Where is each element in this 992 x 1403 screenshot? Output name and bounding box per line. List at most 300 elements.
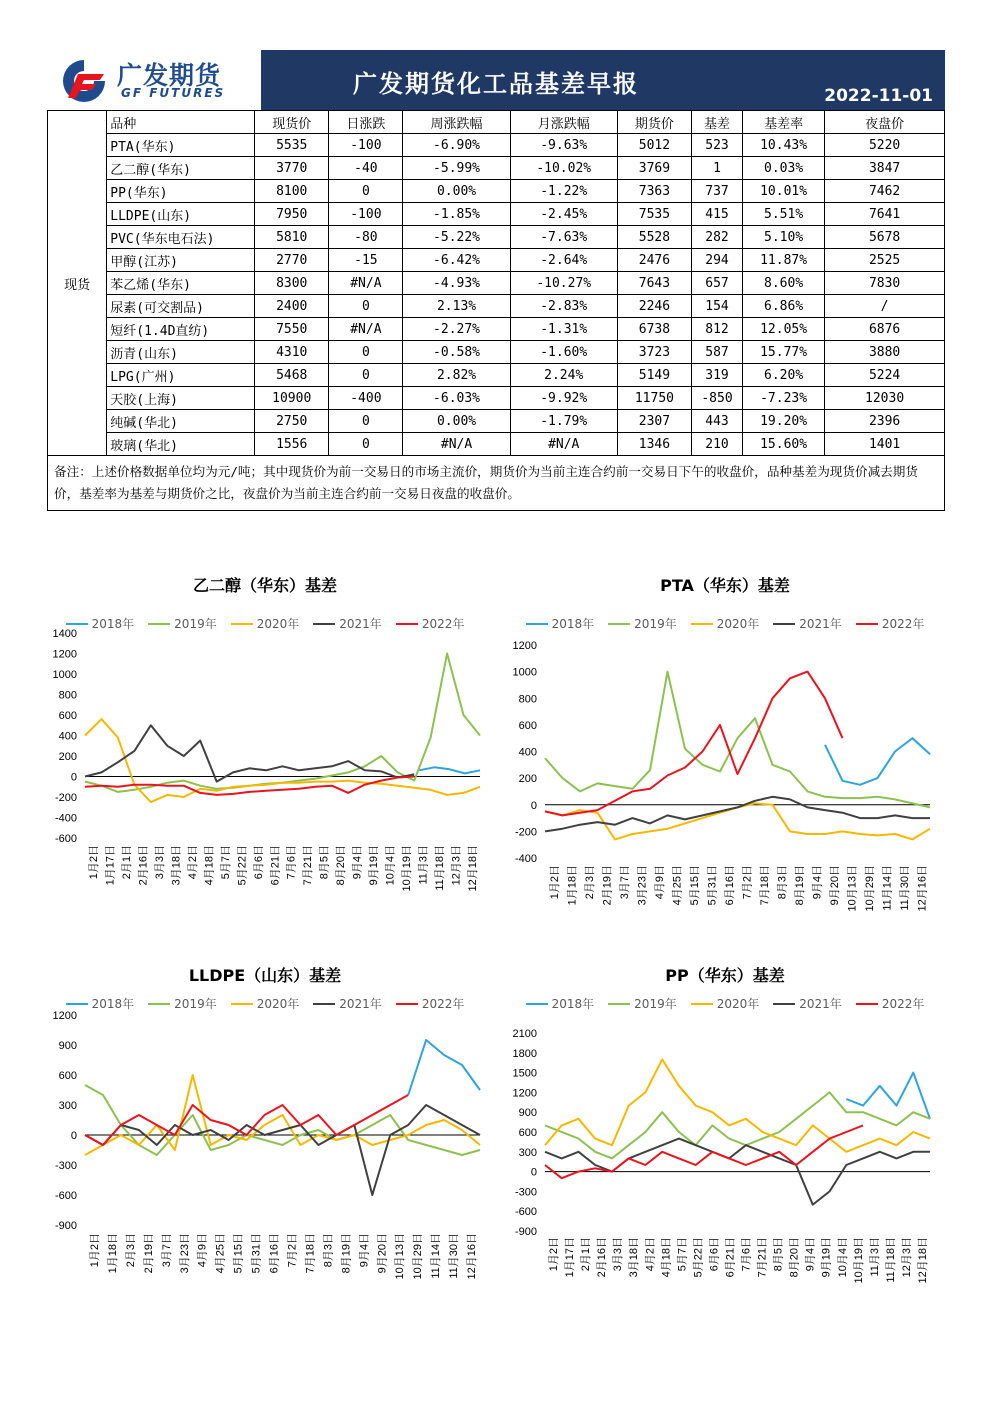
x-tick-label: 8月3日 bbox=[322, 1233, 335, 1268]
legend-label: 2021年 bbox=[339, 997, 382, 1011]
x-tick-label: 10月29日 bbox=[863, 865, 876, 912]
y-tick-label: 600 bbox=[518, 719, 537, 732]
table-cell: 1 bbox=[692, 157, 743, 180]
x-tick-label: 5月22日 bbox=[236, 845, 249, 886]
table-row bbox=[48, 364, 945, 387]
table-cell: 0.00% bbox=[403, 410, 510, 433]
x-tick-label: 2月19日 bbox=[601, 865, 614, 906]
x-tick-label: 8月5日 bbox=[772, 1237, 785, 1272]
table-cell: -1.31% bbox=[510, 318, 617, 341]
x-tick-label: 12月18日 bbox=[466, 845, 479, 892]
table-cell: 210 bbox=[692, 433, 743, 456]
column-header: 期货价 bbox=[617, 111, 691, 134]
y-tick-label: 300 bbox=[518, 1146, 537, 1159]
x-tick-label: 11月14日 bbox=[430, 1233, 443, 1279]
legend-label: 2021年 bbox=[339, 617, 382, 631]
table-cell: 1556 bbox=[255, 433, 329, 456]
table-cell: 5678 bbox=[825, 226, 945, 249]
chart-plot bbox=[500, 565, 950, 955]
table-cell: -1.79% bbox=[510, 410, 617, 433]
legend-label: 2022年 bbox=[421, 617, 465, 631]
x-tick-label: 10月4日 bbox=[384, 845, 397, 886]
x-tick-label: 6月16日 bbox=[268, 1233, 281, 1274]
x-tick-label: 4月9日 bbox=[653, 865, 666, 900]
chart-title: PTA（华东）基差 bbox=[660, 576, 790, 595]
table-cell: 7550 bbox=[255, 318, 329, 341]
y-tick-label: 900 bbox=[518, 1107, 537, 1120]
table-cell: 5810 bbox=[255, 226, 329, 249]
table-cell: 10.01% bbox=[743, 180, 825, 203]
table-cell: 12030 bbox=[825, 387, 945, 410]
table-row bbox=[48, 341, 945, 364]
x-tick-label: 6月21日 bbox=[269, 845, 282, 886]
gf-logo-icon bbox=[60, 58, 108, 102]
chart-title: 乙二醇（华东）基差 bbox=[192, 576, 337, 595]
table-cell: #N/A bbox=[510, 433, 617, 456]
y-tick-label: 1400 bbox=[52, 628, 77, 640]
x-tick-label: 3月7日 bbox=[618, 865, 631, 900]
column-header: 夜盘价 bbox=[825, 111, 945, 134]
x-tick-label: 1月18日 bbox=[566, 865, 579, 906]
logo-chinese-name: 广发期货 bbox=[117, 61, 222, 90]
table-cell: -100 bbox=[329, 203, 403, 226]
table-cell: -7.63% bbox=[510, 226, 617, 249]
table-cell: 1401 bbox=[825, 433, 945, 456]
y-tick-label: 2100 bbox=[512, 1028, 537, 1040]
x-tick-label: 2月1日 bbox=[580, 1237, 593, 1272]
x-tick-label: 11月18日 bbox=[884, 1237, 897, 1283]
x-tick-label: 6月6日 bbox=[708, 1237, 721, 1272]
x-tick-label: 9月4日 bbox=[804, 1237, 817, 1272]
table-cell: 2750 bbox=[255, 410, 329, 433]
table-cell: 12.05% bbox=[743, 318, 825, 341]
table-cell: -15 bbox=[329, 249, 403, 272]
table-cell: 5012 bbox=[617, 134, 691, 157]
x-tick-label: 5月22日 bbox=[692, 1237, 705, 1278]
table-cell: 2476 bbox=[617, 249, 691, 272]
y-tick-label: 0 bbox=[70, 1130, 77, 1142]
x-tick-label: 4月2日 bbox=[186, 845, 199, 880]
table-cell: -850 bbox=[692, 387, 743, 410]
table-cell: 短纤(1.4D直纺) bbox=[107, 318, 255, 341]
table-cell: 11750 bbox=[617, 387, 691, 410]
table-cell: -4.93% bbox=[403, 272, 510, 295]
legend-label: 2020年 bbox=[256, 997, 300, 1011]
x-tick-label: 4月9日 bbox=[196, 1233, 209, 1268]
table-cell: 0 bbox=[329, 341, 403, 364]
series-line bbox=[545, 803, 930, 839]
chart-title: LLDPE（山东）基差 bbox=[188, 966, 342, 985]
chart-lldpe bbox=[40, 955, 490, 1345]
legend-label: 2020年 bbox=[716, 617, 760, 631]
x-tick-label: 9月19日 bbox=[368, 845, 381, 886]
x-tick-label: 7月2日 bbox=[741, 865, 754, 900]
table-cell: 2396 bbox=[825, 410, 945, 433]
table-cell: 587 bbox=[692, 341, 743, 364]
table-cell: 657 bbox=[692, 272, 743, 295]
column-header: 日涨跌 bbox=[329, 111, 403, 134]
column-header: 现货价 bbox=[255, 111, 329, 134]
table-cell: -1.22% bbox=[510, 180, 617, 203]
x-tick-label: 2月19日 bbox=[142, 1233, 155, 1274]
x-tick-label: 9月20日 bbox=[828, 865, 841, 906]
x-tick-label: 9月4日 bbox=[811, 865, 824, 900]
y-tick-label: 600 bbox=[58, 1070, 77, 1082]
x-tick-label: 5月7日 bbox=[676, 1237, 689, 1272]
table-cell: 6876 bbox=[825, 318, 945, 341]
x-tick-label: 9月4日 bbox=[351, 845, 364, 880]
table-cell: 尿素(可交割品) bbox=[107, 295, 255, 318]
table-cell: -100 bbox=[329, 134, 403, 157]
y-tick-label: 900 bbox=[58, 1040, 77, 1052]
x-tick-label: 1月2日 bbox=[88, 845, 101, 880]
table-cell: #N/A bbox=[329, 318, 403, 341]
table-cell: 19.20% bbox=[743, 410, 825, 433]
table-cell: 7535 bbox=[617, 203, 691, 226]
table-cell: 2.13% bbox=[403, 295, 510, 318]
table-row bbox=[48, 295, 945, 318]
x-tick-label: 2月3日 bbox=[583, 865, 596, 900]
x-tick-label: 5月31日 bbox=[250, 1233, 263, 1274]
legend-label: 2018年 bbox=[551, 617, 595, 631]
report-date: 2022-11-01 bbox=[824, 86, 933, 106]
table-cell: 8300 bbox=[255, 272, 329, 295]
table-cell: 沥青(山东) bbox=[107, 341, 255, 364]
x-tick-label: 3月18日 bbox=[628, 1237, 641, 1278]
table-cell: 1346 bbox=[617, 433, 691, 456]
table-cell: 4310 bbox=[255, 341, 329, 364]
y-tick-label: -600 bbox=[514, 1206, 537, 1219]
table-cell: 7462 bbox=[825, 180, 945, 203]
x-tick-label: 7月21日 bbox=[302, 845, 315, 886]
table-cell: 0.00% bbox=[403, 180, 510, 203]
y-tick-label: 1200 bbox=[512, 1087, 537, 1100]
y-tick-label: 600 bbox=[518, 1127, 537, 1139]
legend-label: 2018年 bbox=[91, 997, 135, 1011]
legend-label: 2018年 bbox=[91, 617, 135, 631]
table-cell: 10900 bbox=[255, 387, 329, 410]
x-tick-label: 10月4日 bbox=[836, 1237, 849, 1278]
y-tick-label: 400 bbox=[58, 730, 77, 743]
y-tick-label: 800 bbox=[518, 693, 537, 706]
x-tick-label: 11月3日 bbox=[417, 845, 430, 885]
title-banner bbox=[261, 50, 945, 110]
series-line bbox=[545, 672, 843, 816]
table-cell: 319 bbox=[692, 364, 743, 387]
table-cell: 5468 bbox=[255, 364, 329, 387]
x-tick-label: 1月17日 bbox=[564, 1237, 577, 1278]
table-cell: 0 bbox=[329, 364, 403, 387]
section-label: 现货 bbox=[48, 111, 107, 456]
x-tick-label: 11月3日 bbox=[868, 1237, 881, 1277]
table-cell: 7643 bbox=[617, 272, 691, 295]
x-tick-label: 8月19日 bbox=[793, 865, 806, 906]
y-tick-label: -300 bbox=[514, 1186, 537, 1199]
table-cell: 2.82% bbox=[403, 364, 510, 387]
x-tick-label: 2月16日 bbox=[137, 845, 150, 886]
x-tick-label: 5月15日 bbox=[688, 865, 701, 906]
table-cell: 0 bbox=[329, 295, 403, 318]
chart-plot bbox=[40, 955, 490, 1345]
x-tick-label: 8月20日 bbox=[788, 1237, 801, 1278]
series-line bbox=[85, 725, 414, 781]
x-tick-label: 10月29日 bbox=[412, 1233, 425, 1280]
table-cell: 282 bbox=[692, 226, 743, 249]
series-line bbox=[85, 654, 480, 792]
table-row bbox=[48, 387, 945, 410]
x-tick-label: 2月1日 bbox=[121, 845, 134, 880]
table-cell: PVC(华东电石法) bbox=[107, 226, 255, 249]
x-tick-label: 7月18日 bbox=[758, 865, 771, 906]
table-cell: 甲醇(江苏) bbox=[107, 249, 255, 272]
table-row bbox=[48, 272, 945, 295]
series-line bbox=[545, 1092, 930, 1158]
table-cell: PP(华东) bbox=[107, 180, 255, 203]
x-tick-label: 2月16日 bbox=[596, 1237, 609, 1278]
legend-label: 2019年 bbox=[634, 997, 677, 1011]
x-tick-label: 3月18日 bbox=[170, 845, 183, 886]
x-tick-label: 10月19日 bbox=[400, 845, 413, 892]
table-cell: 11.87% bbox=[743, 249, 825, 272]
x-tick-label: 5月31日 bbox=[706, 865, 719, 906]
table-cell: 2525 bbox=[825, 249, 945, 272]
table-cell: -7.23% bbox=[743, 387, 825, 410]
column-header: 月涨跌幅 bbox=[510, 111, 617, 134]
x-tick-label: 4月2日 bbox=[644, 1237, 657, 1272]
x-tick-label: 12月16日 bbox=[916, 865, 929, 912]
y-tick-label: -400 bbox=[514, 853, 537, 865]
table-cell: LPG(广州) bbox=[107, 364, 255, 387]
table-cell: -5.99% bbox=[403, 157, 510, 180]
x-tick-label: 1月2日 bbox=[88, 1233, 101, 1268]
table-cell: 2246 bbox=[617, 295, 691, 318]
report-header bbox=[47, 50, 945, 110]
table-cell: 0 bbox=[329, 180, 403, 203]
x-tick-label: 6月21日 bbox=[724, 1237, 737, 1278]
table-cell: -0.58% bbox=[403, 341, 510, 364]
x-tick-label: 9月4日 bbox=[358, 1233, 371, 1268]
table-cell: 2400 bbox=[255, 295, 329, 318]
y-tick-label: 200 bbox=[518, 773, 537, 786]
table-cell: 154 bbox=[692, 295, 743, 318]
table-cell: 6.20% bbox=[743, 364, 825, 387]
table-cell: 3847 bbox=[825, 157, 945, 180]
y-tick-label: 1800 bbox=[512, 1047, 537, 1060]
x-tick-label: 4月18日 bbox=[203, 845, 216, 886]
table-cell: -80 bbox=[329, 226, 403, 249]
table-cell: -10.02% bbox=[510, 157, 617, 180]
x-tick-label: 11月30日 bbox=[898, 865, 911, 911]
x-tick-label: 3月3日 bbox=[154, 845, 167, 880]
y-tick-label: 1000 bbox=[52, 669, 77, 681]
chart-ethylene-glycol bbox=[40, 565, 490, 955]
x-tick-label: 10月19日 bbox=[852, 1237, 865, 1284]
table-cell: 294 bbox=[692, 249, 743, 272]
table-row bbox=[48, 318, 945, 341]
y-tick-label: 0 bbox=[530, 799, 537, 812]
table-row bbox=[48, 203, 945, 226]
y-tick-label: -300 bbox=[54, 1160, 77, 1172]
table-cell: 乙二醇(华东) bbox=[107, 157, 255, 180]
table-cell: 523 bbox=[692, 134, 743, 157]
chart-pp bbox=[500, 955, 950, 1345]
y-tick-label: 1500 bbox=[512, 1067, 537, 1080]
x-tick-label: 6月6日 bbox=[252, 845, 265, 880]
x-tick-label: 8月20日 bbox=[335, 845, 348, 886]
table-cell: -1.85% bbox=[403, 203, 510, 226]
table-cell: LLDPE(山东) bbox=[107, 203, 255, 226]
x-tick-label: 8月5日 bbox=[318, 845, 331, 880]
table-row bbox=[48, 433, 945, 456]
table-cell: -400 bbox=[329, 387, 403, 410]
legend-label: 2018年 bbox=[551, 997, 595, 1011]
x-tick-label: 4月25日 bbox=[214, 1233, 227, 1274]
table-cell: -2.64% bbox=[510, 249, 617, 272]
table-cell: 3723 bbox=[617, 341, 691, 364]
chart-plot bbox=[500, 955, 950, 1345]
x-tick-label: 9月19日 bbox=[820, 1237, 833, 1278]
table-cell: 7641 bbox=[825, 203, 945, 226]
x-tick-label: 1月2日 bbox=[548, 1237, 561, 1272]
y-tick-label: -900 bbox=[54, 1220, 77, 1232]
table-cell: 443 bbox=[692, 410, 743, 433]
x-tick-label: 10月13日 bbox=[846, 865, 859, 912]
table-cell: 15.77% bbox=[743, 341, 825, 364]
y-tick-label: -200 bbox=[54, 792, 77, 804]
table-cell: 812 bbox=[692, 318, 743, 341]
table-cell: -6.90% bbox=[403, 134, 510, 157]
table-cell: 10.43% bbox=[743, 134, 825, 157]
column-header: 基差 bbox=[692, 111, 743, 134]
x-tick-label: 5月15日 bbox=[232, 1233, 245, 1274]
column-header: 基差率 bbox=[743, 111, 825, 134]
x-tick-label: 1月17日 bbox=[104, 845, 117, 886]
table-cell: -10.27% bbox=[510, 272, 617, 295]
y-tick-label: 600 bbox=[58, 710, 77, 722]
y-tick-label: 200 bbox=[58, 751, 77, 763]
y-tick-label: 1000 bbox=[512, 666, 537, 679]
table-cell: 0 bbox=[329, 410, 403, 433]
table-cell: 玻璃(华北) bbox=[107, 433, 255, 456]
table-cell: #N/A bbox=[329, 272, 403, 295]
table-cell: -40 bbox=[329, 157, 403, 180]
table-header-row bbox=[48, 111, 945, 134]
table-cell: #N/A bbox=[403, 433, 510, 456]
table-cell: 415 bbox=[692, 203, 743, 226]
x-tick-label: 7月2日 bbox=[286, 1233, 299, 1268]
x-tick-label: 4月25日 bbox=[671, 865, 684, 906]
y-tick-label: 1200 bbox=[52, 648, 77, 661]
table-cell: 3770 bbox=[255, 157, 329, 180]
x-tick-label: 5月7日 bbox=[219, 845, 232, 880]
y-tick-label: 400 bbox=[518, 746, 537, 759]
table-cell: -9.92% bbox=[510, 387, 617, 410]
table-cell: 5.10% bbox=[743, 226, 825, 249]
table-note: 备注：上述价格数据单位均为元/吨；其中现货价为前一交易日的市场主流价，期货价为当前主连合约前一交易日下午的收盘价，品种基差为现货价减去期货价，基差率为基差与期货价之比，夜盘价为当前主连合约前一交易日夜盘的收盘价。 bbox=[48, 456, 945, 511]
chart-plot bbox=[40, 565, 490, 955]
series-line bbox=[545, 672, 930, 808]
x-tick-label: 7月6日 bbox=[740, 1237, 753, 1272]
legend-label: 2021年 bbox=[799, 997, 842, 1011]
y-tick-label: -200 bbox=[514, 826, 537, 839]
x-tick-label: 8月19日 bbox=[340, 1233, 353, 1274]
series-line bbox=[545, 1059, 930, 1151]
table-cell: 纯碱(华北) bbox=[107, 410, 255, 433]
legend-label: 2020年 bbox=[716, 997, 760, 1011]
table-cell: 0 bbox=[329, 433, 403, 456]
table-cell: -6.42% bbox=[403, 249, 510, 272]
x-tick-label: 11月18日 bbox=[433, 845, 446, 891]
x-tick-label: 12月16日 bbox=[466, 1233, 479, 1280]
table-cell: / bbox=[825, 295, 945, 318]
x-tick-label: 7月6日 bbox=[285, 845, 298, 880]
note-row bbox=[48, 456, 945, 511]
legend-label: 2022年 bbox=[881, 617, 925, 631]
series-line bbox=[408, 1040, 480, 1095]
x-tick-label: 1月2日 bbox=[548, 865, 561, 900]
table-cell: 7830 bbox=[825, 272, 945, 295]
company-logo bbox=[47, 50, 261, 110]
y-tick-label: 300 bbox=[58, 1100, 77, 1112]
table-row bbox=[48, 180, 945, 203]
x-tick-label: 1月18日 bbox=[106, 1233, 119, 1274]
table-cell: -2.83% bbox=[510, 295, 617, 318]
table-cell: 0.03% bbox=[743, 157, 825, 180]
table-cell: -1.60% bbox=[510, 341, 617, 364]
legend-label: 2022年 bbox=[881, 997, 925, 1011]
series-line bbox=[825, 738, 930, 785]
table-cell: 5224 bbox=[825, 364, 945, 387]
legend-label: 2019年 bbox=[634, 617, 677, 631]
x-tick-label: 3月23日 bbox=[178, 1233, 191, 1274]
table-cell: 7363 bbox=[617, 180, 691, 203]
x-tick-label: 6月16日 bbox=[723, 865, 736, 906]
column-header: 品种 bbox=[107, 111, 255, 134]
x-tick-label: 11月14日 bbox=[881, 865, 894, 911]
table-cell: 737 bbox=[692, 180, 743, 203]
table-row bbox=[48, 226, 945, 249]
y-tick-label: -400 bbox=[54, 812, 77, 825]
table-cell: 6738 bbox=[617, 318, 691, 341]
series-line bbox=[85, 1085, 480, 1155]
x-tick-label: 3月23日 bbox=[636, 865, 649, 906]
table-cell: -9.63% bbox=[510, 134, 617, 157]
legend-label: 2019年 bbox=[174, 617, 217, 631]
table-cell: 6.86% bbox=[743, 295, 825, 318]
legend-label: 2022年 bbox=[421, 997, 465, 1011]
x-tick-label: 12月18日 bbox=[916, 1237, 929, 1284]
y-tick-label: -900 bbox=[514, 1226, 537, 1238]
y-tick-label: -600 bbox=[54, 833, 77, 845]
table-cell: 8.60% bbox=[743, 272, 825, 295]
table-cell: 2770 bbox=[255, 249, 329, 272]
legend-label: 2019年 bbox=[174, 997, 217, 1011]
series-line bbox=[545, 1125, 863, 1178]
table-cell: 2.24% bbox=[510, 364, 617, 387]
table-cell: 5528 bbox=[617, 226, 691, 249]
table-cell: 3769 bbox=[617, 157, 691, 180]
table-row bbox=[48, 157, 945, 180]
table-cell: 3880 bbox=[825, 341, 945, 364]
table-cell: PTA(华东) bbox=[107, 134, 255, 157]
chart-pta bbox=[500, 565, 950, 955]
table-row bbox=[48, 410, 945, 433]
logo-english-name: GF FUTURES bbox=[121, 86, 226, 100]
table-cell: 8100 bbox=[255, 180, 329, 203]
table-cell: -2.45% bbox=[510, 203, 617, 226]
x-tick-label: 10月13日 bbox=[394, 1233, 407, 1280]
x-tick-label: 12月3日 bbox=[450, 845, 463, 886]
